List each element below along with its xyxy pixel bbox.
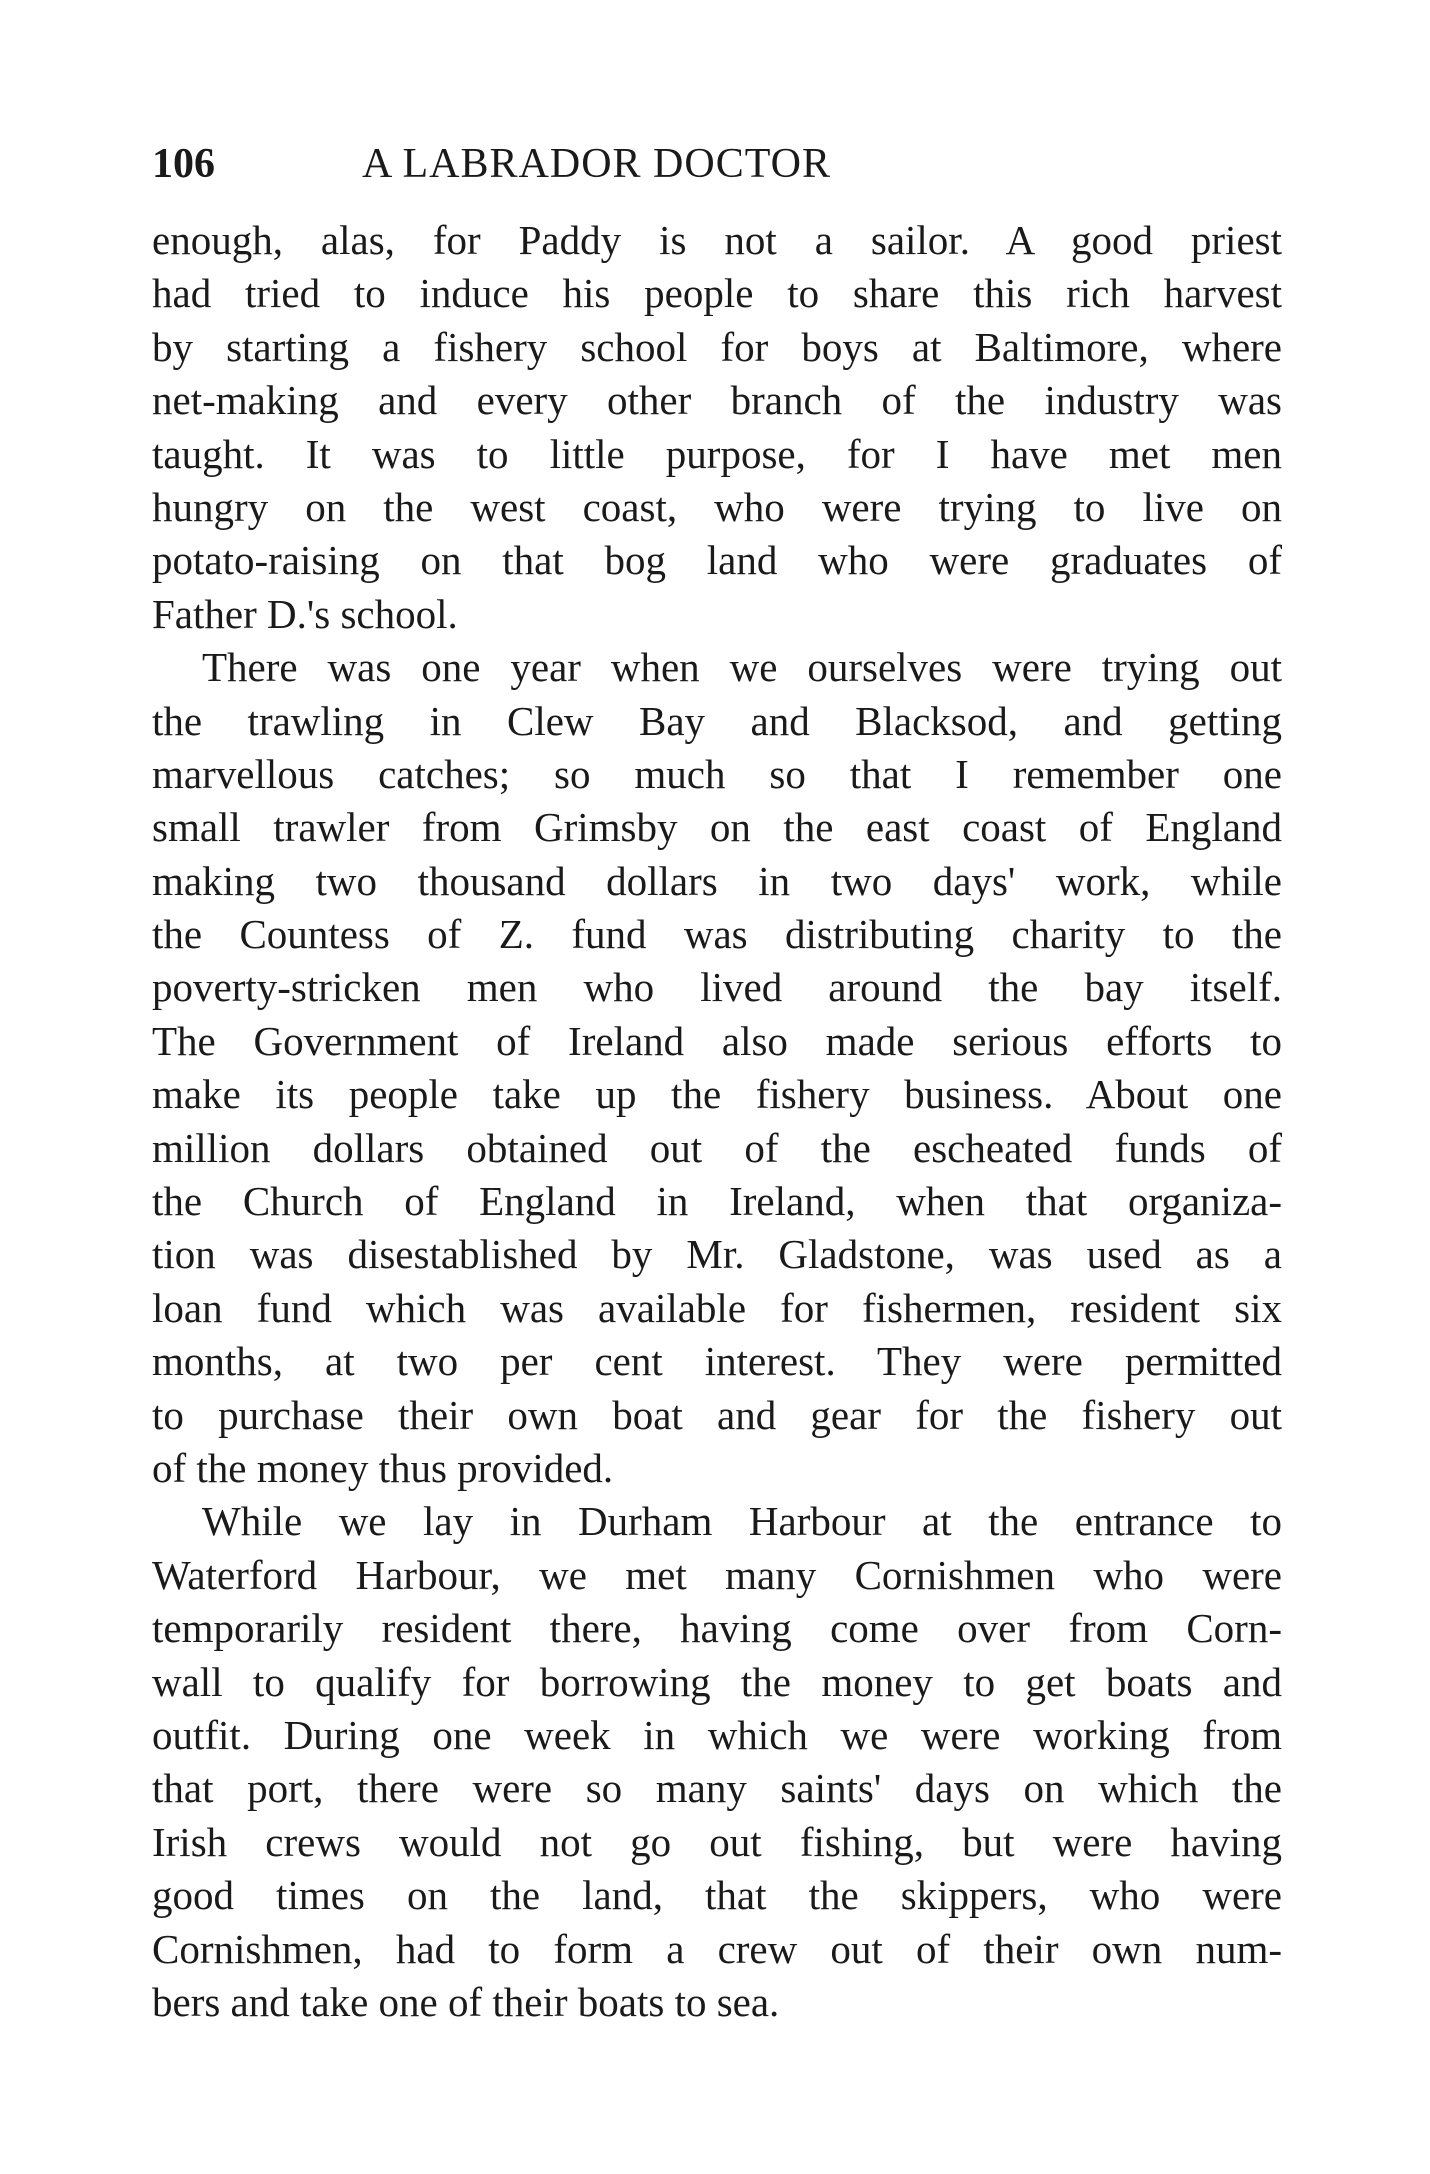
page-number: 106 (152, 141, 215, 187)
text-line: taught. It was to little purpose, for I have met men (152, 430, 1282, 477)
text-line: by starting a fishery school for boys at Baltimore, where (152, 323, 1282, 370)
text-line: While we lay in Durham Harbour at the entrance to (202, 1498, 1282, 1545)
text-line: good times on the land, that the skippers, who were (152, 1872, 1282, 1919)
text-line: The Government of Ireland also made serious efforts to (152, 1017, 1282, 1064)
text-line: outfit. During one week in which we were working from (152, 1711, 1282, 1758)
text-line: million dollars obtained out of the escheated funds of (152, 1124, 1282, 1171)
text-line: wall to qualify for borrowing the money to get boats and (152, 1658, 1282, 1705)
text-line: potato-raising on that bog land who were graduates of (152, 537, 1282, 584)
text-line: months, at two per cent interest. They were permitted (152, 1338, 1282, 1385)
text-line: loan fund which was available for fishermen, resident six (152, 1284, 1282, 1331)
body-text (152, 214, 1282, 2029)
text-line: had tried to induce his people to share this rich harvest (152, 270, 1282, 317)
running-title: A LABRADOR DOCTOR (362, 141, 831, 187)
text-line: hungry on the west coast, who were trying to live on (152, 483, 1282, 530)
text-line: of the money thus provided. (152, 1444, 614, 1491)
text-line: Cornishmen, had to form a crew out of their own num- (152, 1925, 1282, 1972)
text-line: to purchase their own boat and gear for the fishery out (152, 1391, 1282, 1438)
text-line: the trawling in Clew Bay and Blacksod, and getting (152, 697, 1282, 744)
text-line: that port, there were so many saints' days on which the (152, 1765, 1282, 1812)
text-line: Father D.'s school. (152, 590, 458, 637)
paragraph (152, 214, 1282, 641)
text-line: bers and take one of their boats to sea. (152, 1978, 780, 2025)
text-line: making two thousand dollars in two days' work, while (152, 857, 1282, 904)
text-line: There was one year when we ourselves were trying out (202, 644, 1282, 691)
text-line: the Church of England in Ireland, when that organiza- (152, 1178, 1282, 1225)
paragraph (152, 1495, 1282, 2029)
text-line: temporarily resident there, having come over from Corn- (152, 1605, 1282, 1652)
text-line: tion was disestablished by Mr. Gladstone, was used as a (152, 1231, 1282, 1278)
text-line: net-making and every other branch of the industry was (152, 377, 1282, 424)
text-line: the Countess of Z. fund was distributing charity to the (152, 911, 1282, 958)
text-line: make its people take up the fishery business. About one (152, 1071, 1282, 1118)
text-line: small trawler from Grimsby on the east coast of England (152, 804, 1282, 851)
text-line: marvellous catches; so much so that I remember one (152, 750, 1282, 797)
text-line: enough, alas, for Paddy is not a sailor. A good priest (152, 217, 1282, 263)
paragraph (152, 641, 1282, 1495)
text-line: Waterford Harbour, we met many Cornishmen who were (152, 1551, 1282, 1598)
book-page (152, 140, 1282, 2029)
page-header (152, 140, 1282, 200)
text-line: poverty-stricken men who lived around the bay itself. (152, 964, 1282, 1011)
text-line: Irish crews would not go out fishing, but were having (152, 1818, 1282, 1865)
